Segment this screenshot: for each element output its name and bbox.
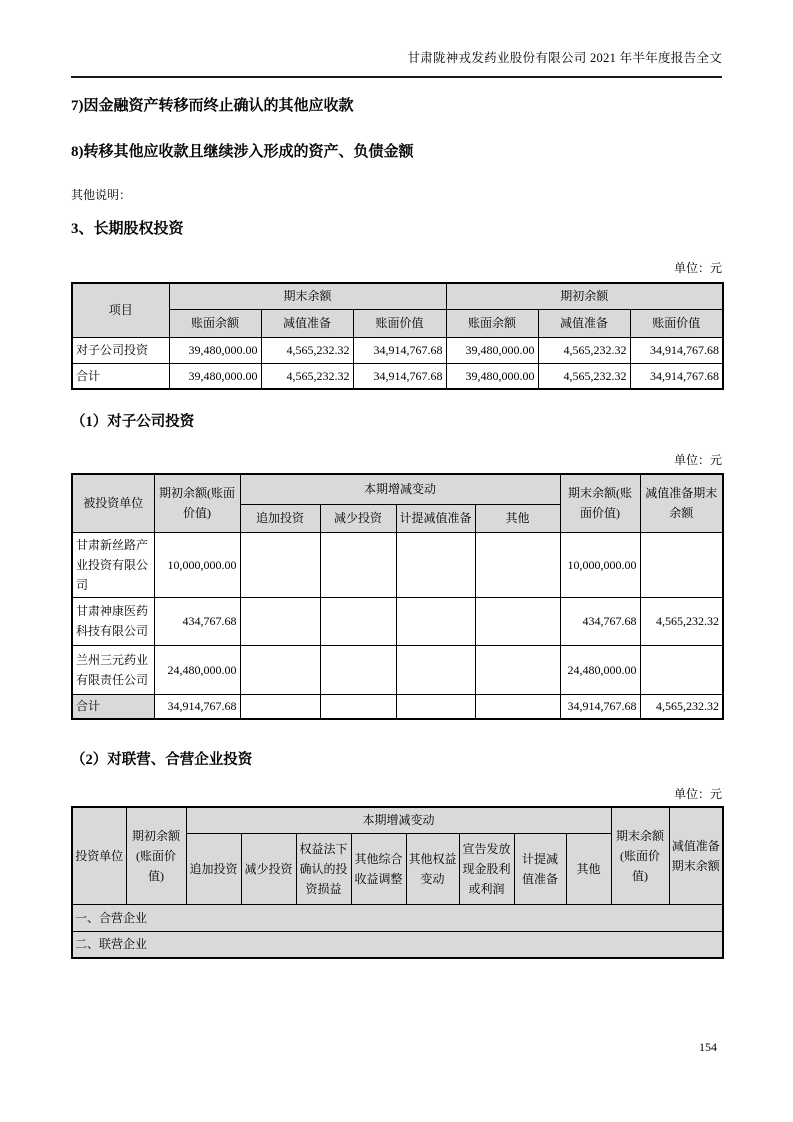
table3-subheader-oci-adjust: 其他综合收益调整 bbox=[351, 833, 406, 904]
table2-cell bbox=[475, 694, 560, 719]
table2-cell: 434,767.68 bbox=[154, 597, 240, 645]
table2-cell bbox=[396, 597, 475, 645]
table2-cell: 434,767.68 bbox=[560, 597, 640, 645]
section-3-title: 3、长期股权投资 bbox=[71, 221, 184, 237]
table1-opening-group-header: 期初余额 bbox=[446, 283, 723, 309]
table1-total-label: 合计 bbox=[72, 363, 169, 389]
table-row bbox=[72, 645, 723, 694]
table1-subheader-book-balance-begin: 账面余额 bbox=[446, 309, 538, 337]
table3-subheader-dividend: 宣告发放现金股利或利润 bbox=[459, 833, 514, 904]
table2-cell: 10,000,000.00 bbox=[560, 532, 640, 597]
subsidiary-investment-table bbox=[71, 473, 724, 720]
table1-row-label: 对子公司投资 bbox=[72, 337, 169, 363]
table2-cell bbox=[320, 532, 396, 597]
table2-subheader-other: 其他 bbox=[475, 504, 560, 532]
table1-cell: 34,914,767.68 bbox=[353, 337, 446, 363]
table2-cell bbox=[240, 694, 320, 719]
table2-change-group-header: 本期增减变动 bbox=[240, 474, 560, 504]
table2-cell bbox=[475, 645, 560, 694]
table1-cell: 4,565,232.32 bbox=[261, 337, 353, 363]
table2-cell: 24,480,000.00 bbox=[560, 645, 640, 694]
table-row bbox=[72, 597, 723, 645]
table1-cell: 34,914,767.68 bbox=[353, 363, 446, 389]
table2-cell bbox=[320, 694, 396, 719]
table-row-total bbox=[72, 363, 723, 389]
table-row-total bbox=[72, 694, 723, 719]
table-row bbox=[72, 931, 723, 958]
table3-subheader-equity-method: 权益法下确认的投资损益 bbox=[296, 833, 351, 904]
table2-cell bbox=[475, 532, 560, 597]
item-8-heading: 8)转移其他应收款且继续涉入形成的资产、负债金额 bbox=[71, 144, 414, 160]
table2-cell: 24,480,000.00 bbox=[154, 645, 240, 694]
table3-opening-header: 期初余额(账面价值) bbox=[126, 807, 186, 904]
table2-cell bbox=[320, 645, 396, 694]
table1-cell: 4,565,232.32 bbox=[261, 363, 353, 389]
unit-label-2: 单位：元 bbox=[673, 453, 722, 467]
table2-row-label: 兰州三元药业有限责任公司 bbox=[72, 645, 154, 694]
table2-subheader-add: 追加投资 bbox=[240, 504, 320, 532]
table1-closing-group-header: 期末余额 bbox=[169, 283, 446, 309]
table2-cell: 4,565,232.32 bbox=[640, 597, 723, 645]
table1-cell: 4,565,232.32 bbox=[538, 363, 630, 389]
table2-cell bbox=[240, 597, 320, 645]
table2-cell: 34,914,767.68 bbox=[154, 694, 240, 719]
table3-associate-row: 二、联营企业 bbox=[72, 931, 723, 958]
table2-cell bbox=[640, 532, 723, 597]
table2-cell bbox=[240, 645, 320, 694]
table2-impairment-header: 减值准备期末余额 bbox=[640, 474, 723, 532]
table3-investee-header: 投资单位 bbox=[72, 807, 126, 904]
unit-label-1: 单位：元 bbox=[673, 261, 722, 275]
table3-subheader-add: 追加投资 bbox=[186, 833, 241, 904]
subsection-1-title: （1）对子公司投资 bbox=[71, 414, 195, 430]
table2-investee-header: 被投资单位 bbox=[72, 474, 154, 532]
table1-cell: 34,914,767.68 bbox=[630, 337, 723, 363]
table2-cell bbox=[240, 532, 320, 597]
table-row bbox=[72, 532, 723, 597]
page-number: 154 bbox=[699, 1040, 717, 1054]
table2-cell bbox=[475, 597, 560, 645]
table2-cell: 34,914,767.68 bbox=[560, 694, 640, 719]
table2-cell bbox=[640, 645, 723, 694]
table1-subheader-book-value-begin: 账面价值 bbox=[630, 309, 723, 337]
table3-subheader-other: 其他 bbox=[566, 833, 611, 904]
joint-venture-investment-table bbox=[71, 806, 724, 959]
table3-subheader-reduce: 减少投资 bbox=[241, 833, 296, 904]
table1-cell: 4,565,232.32 bbox=[538, 337, 630, 363]
table3-impairment-header: 减值准备期末余额 bbox=[669, 807, 723, 904]
unit-label-3: 单位：元 bbox=[673, 787, 722, 801]
table1-subheader-book-balance-end: 账面余额 bbox=[169, 309, 261, 337]
page-header bbox=[71, 50, 722, 78]
table2-cell: 4,565,232.32 bbox=[640, 694, 723, 719]
table3-joint-venture-row: 一、合营企业 bbox=[72, 904, 723, 931]
other-note: 其他说明： bbox=[71, 188, 132, 202]
long-term-equity-summary-table bbox=[71, 282, 724, 390]
item-7-heading: 7)因金融资产转移而终止确认的其他应收款 bbox=[71, 98, 354, 114]
table1-cell: 39,480,000.00 bbox=[169, 337, 261, 363]
table2-subheader-impairment: 计提减值准备 bbox=[396, 504, 475, 532]
table1-cell: 39,480,000.00 bbox=[446, 363, 538, 389]
table3-closing-header: 期末余额(账面价值) bbox=[611, 807, 669, 904]
table1-cell: 34,914,767.68 bbox=[630, 363, 723, 389]
table2-opening-header: 期初余额(账面价值) bbox=[154, 474, 240, 532]
table-row bbox=[72, 904, 723, 931]
table2-closing-header: 期末余额(账面价值) bbox=[560, 474, 640, 532]
table2-subheader-reduce: 减少投资 bbox=[320, 504, 396, 532]
table2-cell bbox=[396, 694, 475, 719]
table3-change-group-header: 本期增减变动 bbox=[186, 807, 611, 833]
table2-cell bbox=[396, 532, 475, 597]
table1-subheader-impairment-end: 减值准备 bbox=[261, 309, 353, 337]
subsection-2-title: （2）对联营、合营企业投资 bbox=[71, 752, 253, 768]
table2-row-label: 甘肃神康医药科技有限公司 bbox=[72, 597, 154, 645]
table-row bbox=[72, 337, 723, 363]
table2-cell: 10,000,000.00 bbox=[154, 532, 240, 597]
table3-subheader-impairment: 计提减值准备 bbox=[514, 833, 566, 904]
table2-cell bbox=[396, 645, 475, 694]
table2-cell bbox=[320, 597, 396, 645]
table1-subheader-impairment-begin: 减值准备 bbox=[538, 309, 630, 337]
table1-cell: 39,480,000.00 bbox=[446, 337, 538, 363]
table1-cell: 39,480,000.00 bbox=[169, 363, 261, 389]
table3-subheader-other-equity: 其他权益变动 bbox=[406, 833, 459, 904]
table1-subheader-book-value-end: 账面价值 bbox=[353, 309, 446, 337]
report-title: 甘肃陇神戎发药业股份有限公司 2021 年半年度报告全文 bbox=[407, 51, 722, 65]
table2-total-label: 合计 bbox=[72, 694, 154, 719]
table2-row-label: 甘肃新丝路产业投资有限公司 bbox=[72, 532, 154, 597]
table1-item-header: 项目 bbox=[72, 283, 169, 337]
